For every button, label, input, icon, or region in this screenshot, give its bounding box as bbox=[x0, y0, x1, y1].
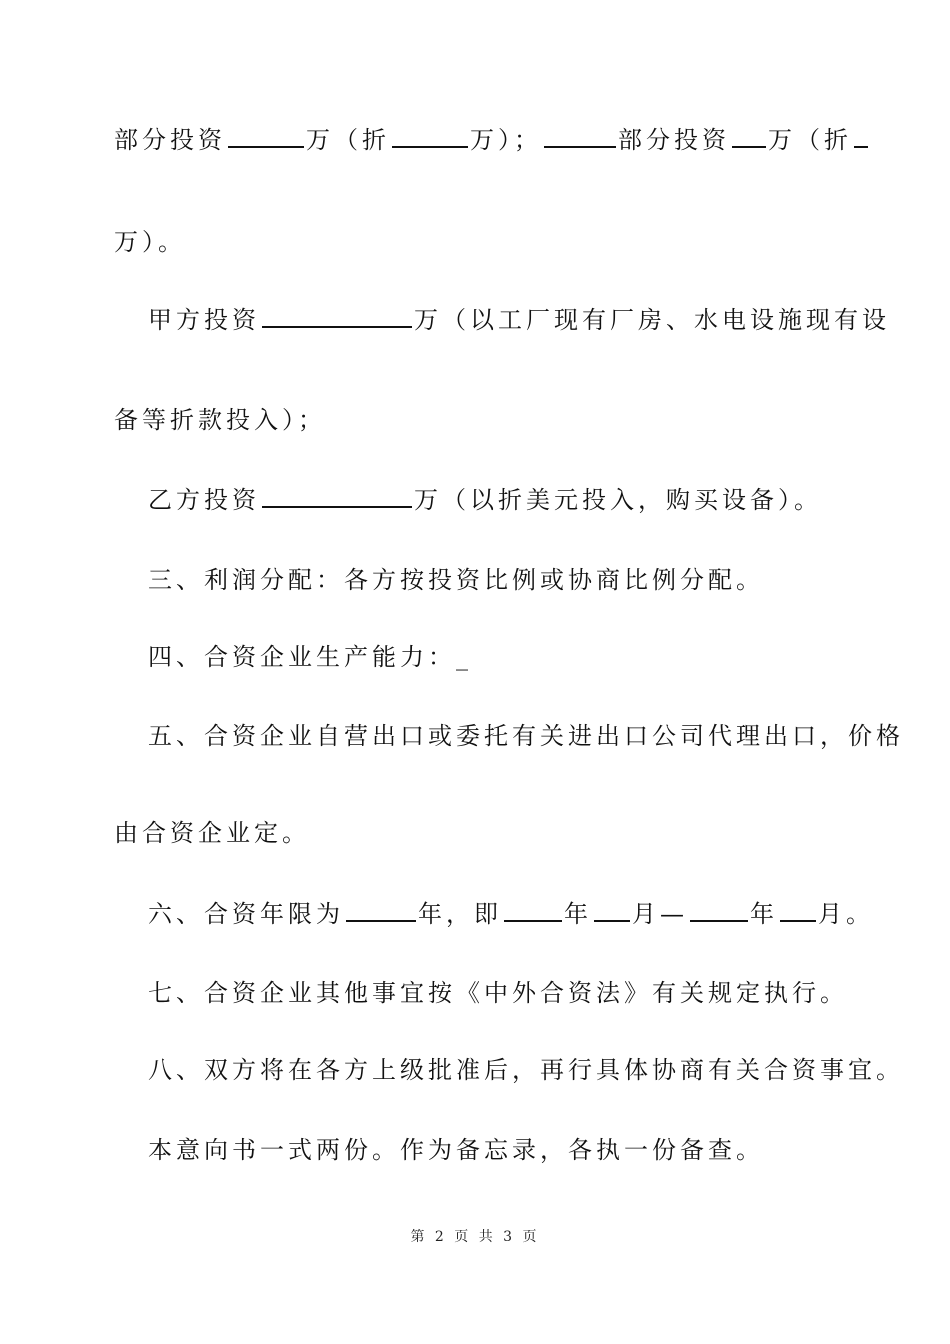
text-segment: 万（折 bbox=[768, 126, 852, 154]
text-segment: 万（以折美元投入，购买设备）。 bbox=[414, 486, 822, 514]
paragraph-line-profit-distribution bbox=[0, 560, 950, 600]
fill-in-blank bbox=[544, 126, 616, 148]
fill-in-blank bbox=[780, 900, 816, 922]
paragraph-line-continuation bbox=[0, 222, 950, 262]
paragraph-line-export bbox=[0, 716, 950, 756]
fill-in-blank bbox=[854, 126, 868, 148]
text-segment: 部分投资 bbox=[114, 126, 226, 154]
text-segment: 五、合资企业自营出口或委托有关进出口公司代理出口，价格 bbox=[148, 722, 904, 750]
text-segment: 甲方投资 bbox=[148, 306, 260, 334]
fill-in-blank bbox=[504, 900, 562, 922]
text-segment: 部分投资 bbox=[618, 126, 730, 154]
paragraph-line-approval bbox=[0, 1050, 950, 1090]
fill-in-blank bbox=[228, 126, 304, 148]
paragraph-line-copies bbox=[0, 1130, 950, 1170]
text-segment: 年 bbox=[564, 900, 592, 928]
text-segment: 八、双方将在各方上级批准后，再行具体协商有关合资事宜。 bbox=[148, 1056, 904, 1084]
fill-in-blank bbox=[594, 900, 630, 922]
paragraph-line-continuation bbox=[0, 400, 950, 440]
text-segment: 六、合资年限为 bbox=[148, 900, 344, 928]
paragraph-line-investment-parts bbox=[0, 120, 950, 160]
paragraph-line-continuation bbox=[0, 813, 950, 853]
text-segment: 年，即 bbox=[418, 900, 502, 928]
text-segment: 万）； bbox=[470, 126, 542, 154]
paragraph-line-joint-venture-term bbox=[0, 894, 950, 934]
fill-in-blank bbox=[690, 900, 748, 922]
text-segment: 万（以工厂现有厂房、水电设施现有设 bbox=[414, 306, 890, 334]
fill-in-blank bbox=[262, 486, 412, 508]
page-number-footer: 第 2 页 共 3 页 bbox=[410, 1229, 540, 1245]
text-segment: 四、合资企业生产能力：_ bbox=[148, 643, 472, 671]
paragraph-line-other-matters bbox=[0, 973, 950, 1013]
fill-in-blank bbox=[392, 126, 468, 148]
paragraph-line-party-b-investment bbox=[0, 480, 950, 520]
text-segment: 乙方投资 bbox=[148, 486, 260, 514]
text-segment: 三、利润分配：各方按投资比例或协商比例分配。 bbox=[148, 566, 764, 594]
paragraph-line-production-capacity bbox=[0, 637, 950, 677]
text-segment: 备等折款投入）； bbox=[114, 406, 326, 434]
fill-in-blank bbox=[262, 306, 412, 328]
text-segment: 万（折 bbox=[306, 126, 390, 154]
text-segment: 月— bbox=[632, 900, 688, 928]
paragraph-line-party-a-investment bbox=[0, 300, 950, 340]
text-segment: 由合资企业定。 bbox=[114, 819, 310, 847]
text-segment: 七、合资企业其他事宜按《中外合资法》有关规定执行。 bbox=[148, 979, 848, 1007]
text-segment: 年 bbox=[750, 900, 778, 928]
fill-in-blank bbox=[346, 900, 416, 922]
fill-in-blank bbox=[732, 126, 766, 148]
text-segment: 月。 bbox=[818, 900, 874, 928]
text-segment: 万）。 bbox=[114, 228, 186, 256]
text-segment: 本意向书一式两份。作为备忘录，各执一份备查。 bbox=[148, 1136, 764, 1164]
